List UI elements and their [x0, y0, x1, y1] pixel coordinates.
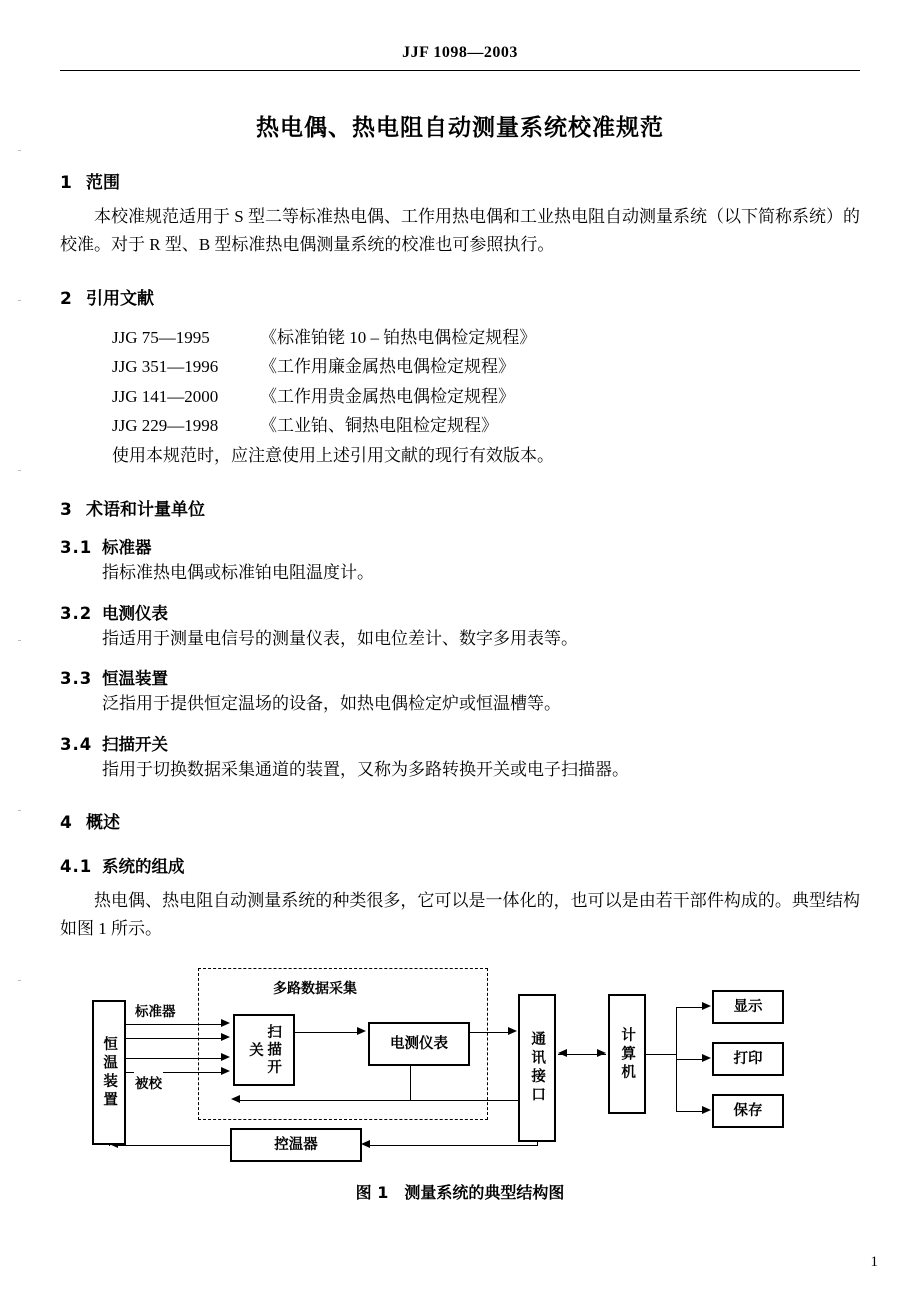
subsection-text-3-4: 指用于切换数据采集通道的装置，又称为多路转换开关或电子扫描器。 — [102, 759, 629, 779]
block-meter: 电测仪表 — [368, 1022, 470, 1066]
block-interface: 通讯接口 — [518, 994, 556, 1142]
block-scanner: 扫描开关 — [233, 1014, 295, 1086]
section-heading-4 — [60, 808, 860, 833]
block-thermostat: 恒温装置 — [92, 1000, 126, 1145]
reference-id: JJG 141—2000 — [112, 386, 219, 406]
subsection-text-4-1: 热电偶、热电阻自动测量系统的种类很多，它可以是一体化的，也可以是由若干部件构成的。典型结构如图 1 所示。 — [60, 891, 860, 938]
page-content — [60, 0, 860, 1307]
arrow-interface-return — [231, 1095, 240, 1103]
arrow-interface-computer-right — [597, 1049, 606, 1057]
subsection-heading-3-1 — [60, 534, 860, 558]
section-title-1: 范围 — [86, 173, 120, 193]
page-number: 1 — [870, 1254, 878, 1270]
subsection-title-4-1: 系统的组成 — [102, 857, 185, 877]
subsection-title-3-3: 恒温装置 — [102, 669, 168, 689]
subsection-title-3-1: 标准器 — [102, 538, 152, 558]
reference-title: 《工作用廉金属热电偶检定规程》 — [260, 357, 515, 377]
reference-title: 《标准铂铑 10 – 铂热电偶检定规程》 — [260, 328, 537, 348]
line-thermostat-scanner-2 — [126, 1038, 221, 1039]
arrow-interface-computer-left — [558, 1049, 567, 1057]
list-item — [112, 323, 860, 352]
line-computer-display — [676, 1007, 702, 1008]
line-controller-thermostat — [118, 1145, 230, 1146]
arrow-meter-interface — [508, 1027, 517, 1035]
line-interface-down — [537, 1142, 538, 1146]
section-number-2: 2 — [60, 289, 72, 310]
signal-label-tested: 被校 — [134, 1072, 163, 1092]
reference-title: 《工作用贵金属热电偶检定规程》 — [260, 386, 515, 406]
block-print: 打印 — [712, 1042, 784, 1076]
line-computer-save — [676, 1111, 702, 1112]
arrow-thermostat-scanner-4 — [221, 1067, 230, 1075]
arrow-scanner-meter — [357, 1027, 366, 1035]
subsection-heading-3-2 — [60, 600, 860, 624]
section-heading-2 — [60, 284, 860, 309]
section-heading-3 — [60, 495, 860, 520]
multichannel-acquisition-label: 多路数据采集 — [270, 978, 360, 998]
subsection-number-3-4: 3.4 — [60, 734, 93, 754]
subsection-number-3-1: 3.1 — [60, 538, 93, 558]
header-divider — [60, 70, 860, 71]
figure-1-caption: 图 1 测量系统的典型结构图 — [355, 1183, 565, 1203]
line-computer-out — [646, 1054, 676, 1055]
reference-id: JJG 229—1998 — [112, 415, 219, 435]
line-meter-drop — [410, 1066, 411, 1100]
reference-usage-note: 使用本规范时，应注意使用上述引用文献的现行有效版本。 — [112, 446, 554, 465]
section-title-3: 术语和计量单位 — [86, 500, 205, 521]
section-number-4: 4 — [60, 813, 72, 834]
line-scanner-meter — [295, 1032, 357, 1033]
figure-1-diagram — [80, 968, 840, 1168]
running-head-code: JJF 1098—2003 — [402, 44, 518, 61]
subsection-number-3-2: 3.2 — [60, 603, 93, 623]
line-meter-interface — [470, 1032, 508, 1033]
reference-id: JJG 351—1996 — [112, 357, 219, 377]
subsection-text-3-3: 泛指用于提供恒定温场的设备，如热电偶检定炉或恒温槽等。 — [102, 694, 561, 714]
subsection-heading-4-1 — [60, 853, 860, 877]
block-save: 保存 — [712, 1094, 784, 1128]
arrow-computer-save — [702, 1106, 711, 1114]
subsection-title-3-4: 扫描开关 — [102, 734, 168, 754]
line-interface-controller — [370, 1145, 538, 1146]
subsection-number-3-3: 3.3 — [60, 669, 93, 689]
section-number-3: 3 — [60, 500, 72, 521]
arrow-thermostat-scanner-2 — [221, 1033, 230, 1041]
subsection-title-3-2: 电测仪表 — [102, 603, 168, 623]
subsection-heading-3-4 — [60, 731, 860, 755]
line-interface-return — [240, 1100, 518, 1101]
section-heading-1 — [60, 168, 860, 193]
subsection-text-3-1: 指标准热电偶或标准铂电阻温度计。 — [102, 563, 374, 583]
section-number-1: 1 — [60, 173, 72, 193]
signal-label-standard: 标准器 — [134, 1000, 177, 1020]
reference-title: 《工业铂、铜热电阻检定规程》 — [260, 415, 498, 435]
line-thermostat-scanner-3 — [126, 1058, 221, 1059]
subsection-heading-3-3 — [60, 665, 860, 689]
section-title-2: 引用文献 — [86, 289, 154, 310]
arrow-computer-print — [702, 1054, 711, 1062]
arrow-thermostat-scanner-3 — [221, 1053, 230, 1061]
section-title-4: 概述 — [86, 813, 120, 834]
subsection-text-3-2: 指适用于测量电信号的测量仪表，如电位差计、数字多用表等。 — [102, 628, 578, 648]
line-computer-print — [676, 1059, 702, 1060]
arrow-thermostat-scanner-1 — [221, 1019, 230, 1027]
line-thermostat-scanner-1 — [126, 1024, 221, 1025]
block-display: 显示 — [712, 990, 784, 1024]
block-computer: 计算机 — [608, 994, 646, 1114]
arrow-interface-controller — [361, 1140, 370, 1148]
page-title: 热电偶、热电阻自动测量系统校准规范 — [256, 115, 664, 141]
list-item — [112, 352, 860, 381]
list-item — [112, 382, 860, 411]
list-item — [112, 411, 860, 440]
figure-1 — [60, 968, 860, 1203]
section-1-paragraph: 本校准规范适用于 S 型二等标准热电偶、工作用热电偶和工业热电阻自动测量系统（以下简称系统）的校准。对于 R 型、B 型标准热电偶测量系统的校准也可参照执行。 — [60, 207, 860, 254]
arrow-computer-display — [702, 1002, 711, 1010]
block-controller: 控温器 — [230, 1128, 362, 1162]
reference-list — [112, 323, 860, 440]
reference-id: JJG 75—1995 — [112, 328, 210, 348]
subsection-number-4-1: 4.1 — [60, 857, 93, 877]
